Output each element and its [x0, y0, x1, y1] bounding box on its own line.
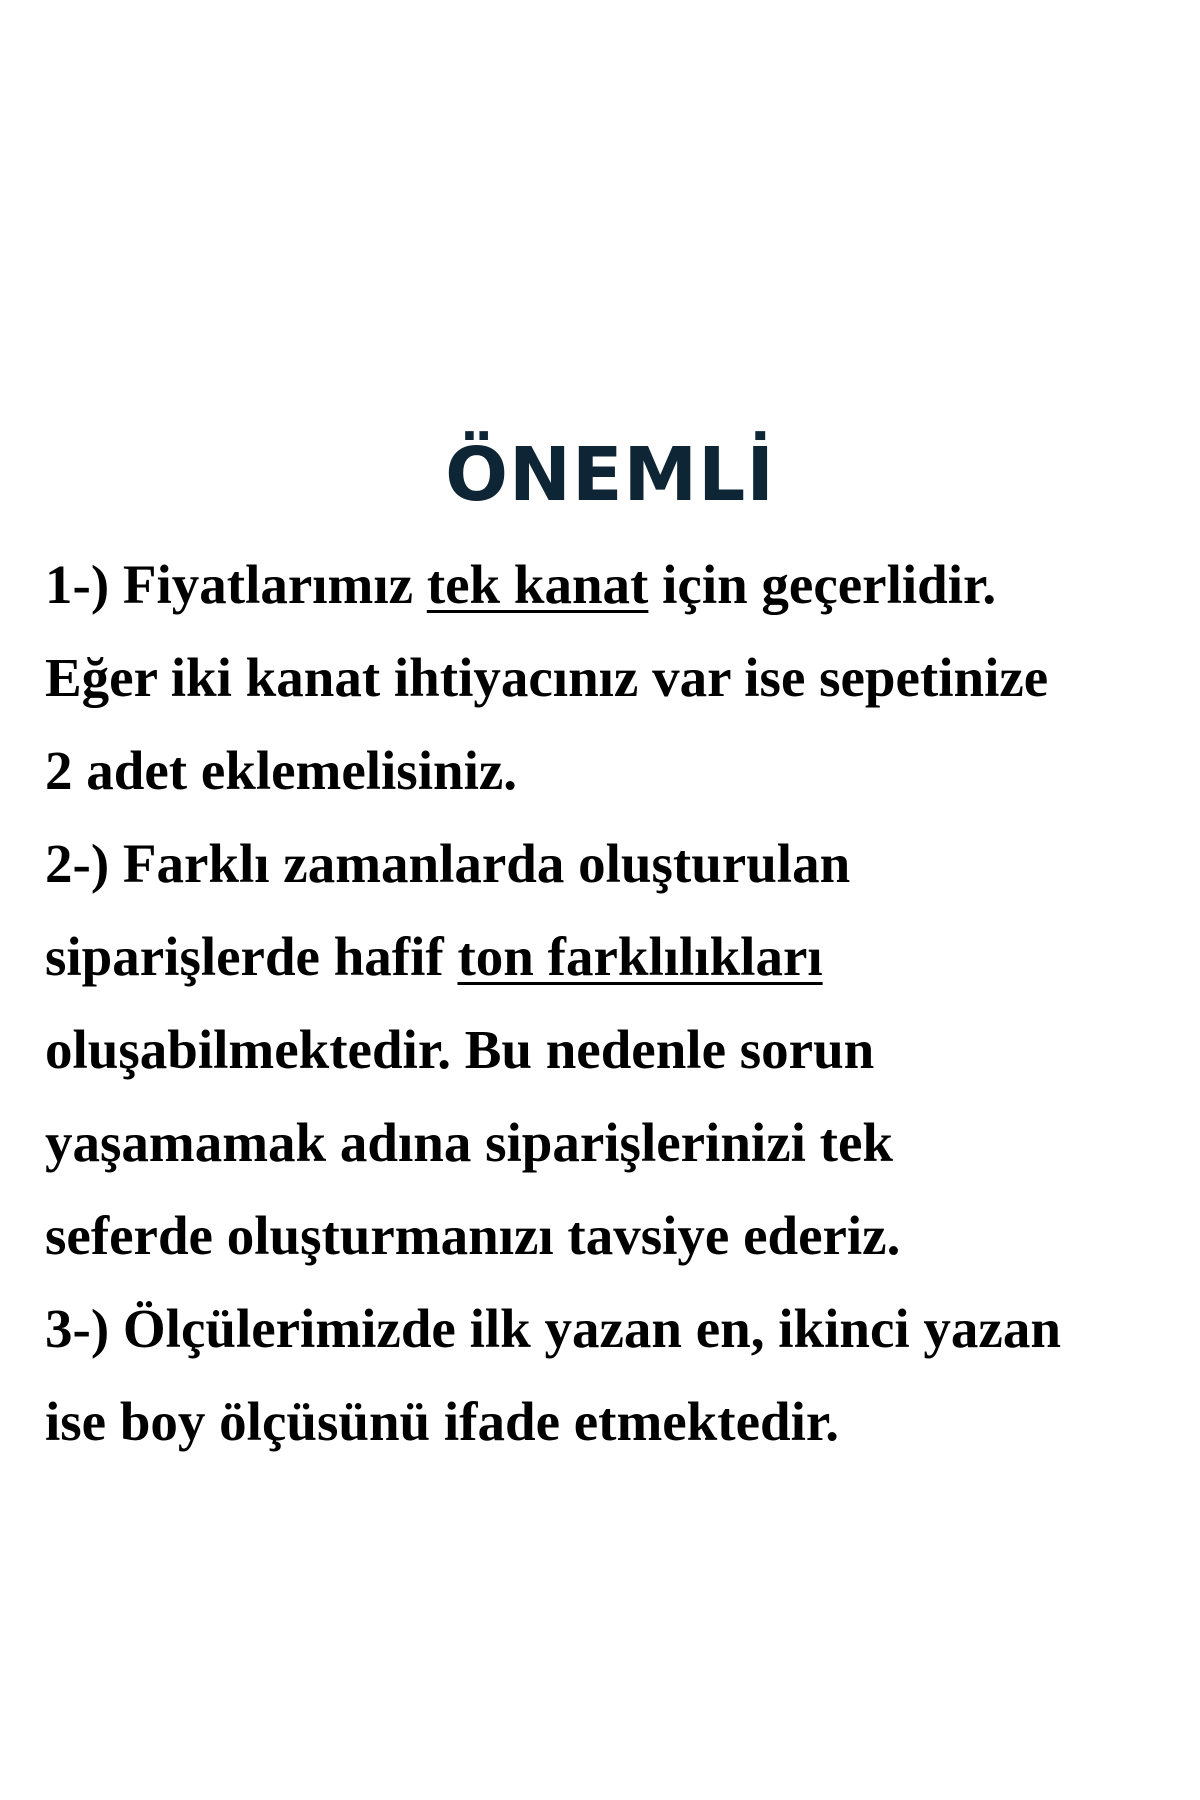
line-text: Eğer iki kanat ihtiyacınız var ise sepetinize — [45, 647, 1049, 708]
notice-line — [45, 538, 1175, 631]
line-text: 2-) Farklı zamanlarda oluşturulan — [45, 833, 851, 894]
notice-line — [45, 1282, 1175, 1375]
line-text: oluşabilmektedir. Bu nedenle sorun — [45, 1019, 875, 1080]
notice-line — [45, 910, 1175, 1003]
line-text: siparişlerde hafif — [45, 926, 458, 987]
notice-block — [45, 430, 1175, 1468]
notice-heading: ÖNEMLİ — [445, 432, 775, 518]
line-text: 1-) Fiyatlarımız — [45, 554, 427, 615]
underlined-text: tek kanat — [426, 554, 649, 615]
notice-line — [45, 1003, 1175, 1096]
line-text: seferde oluşturmanızı tavsiye ederiz. — [45, 1205, 901, 1266]
line-text: için geçerlidir. — [648, 554, 997, 615]
underlined-text: ton farklılıkları — [457, 926, 823, 987]
notice-line — [45, 1375, 1175, 1468]
line-text: 2 adet eklemelisiniz. — [45, 740, 518, 801]
notice-line — [45, 631, 1175, 724]
line-text: yaşamamak adına siparişlerinizi tek — [45, 1112, 893, 1173]
notice-text — [45, 538, 1175, 1468]
line-text: 3-) Ölçülerimizde ilk yazan en, ikinci yazan — [45, 1298, 1061, 1359]
notice-line — [45, 1189, 1175, 1282]
notice-line — [45, 724, 1175, 817]
notice-line — [45, 817, 1175, 910]
notice-line — [45, 1096, 1175, 1189]
line-text: ise boy ölçüsünü ifade etmektedir. — [45, 1391, 839, 1452]
